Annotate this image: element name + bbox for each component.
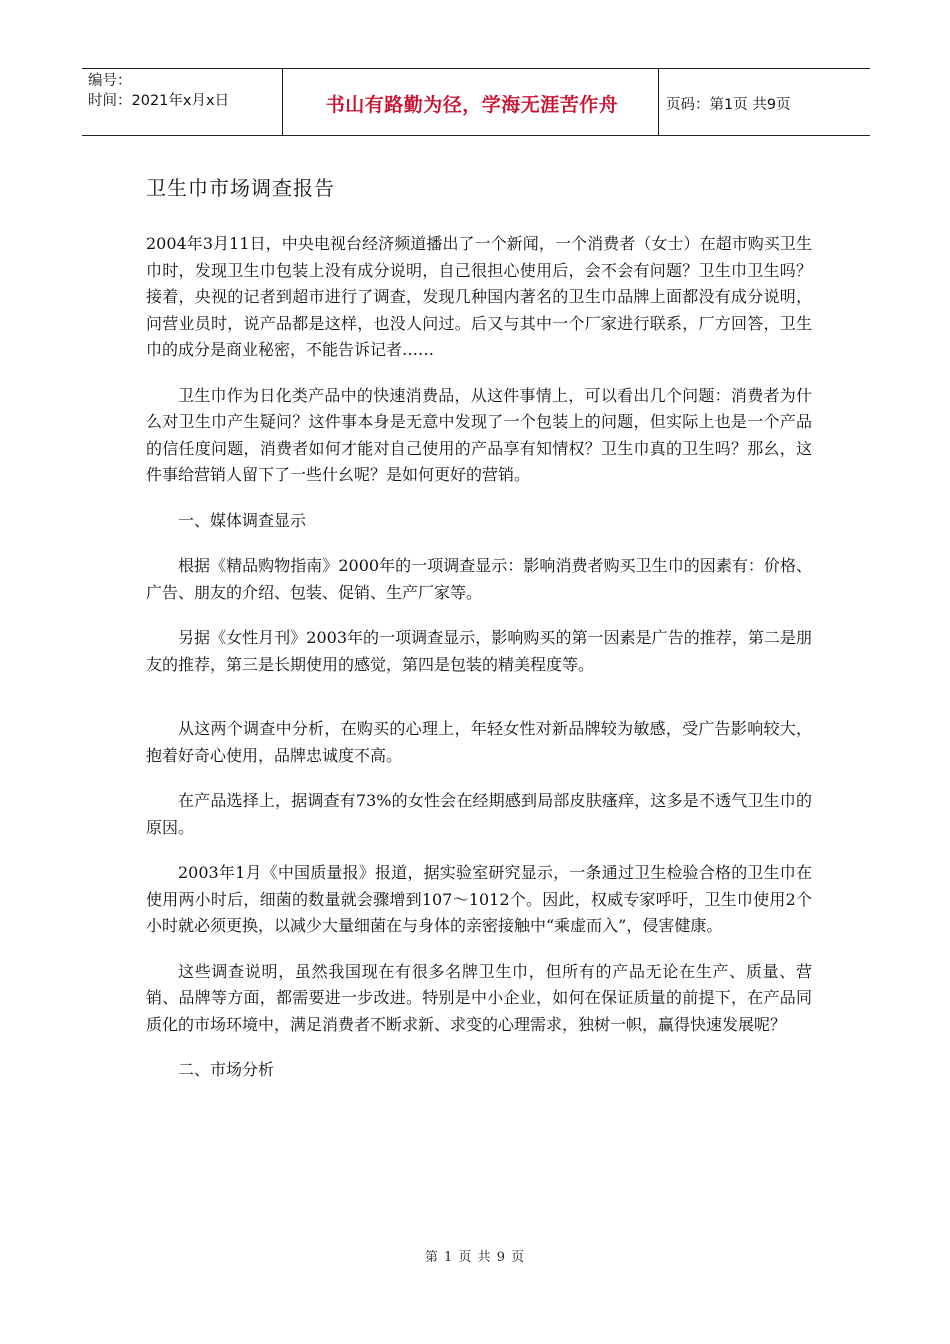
paragraph-quality-report: 2003年1月《中国质量报》报道，据实验室研究显示，一条通过卫生检验合格的卫生巾在使用两小时后，细菌的数量就会骤增到107～1012个。因此，权威专家呼吁，卫生巾使用2个小时就必须更换，以减少大量细菌在与身体的亲密接触中“乘虚而入”，侵害健康。 [146,863,812,935]
paragraph-intro: 2004年3月11日，中央电视台经济频道播出了一个新闻，一个消费者（女士）在超市购买卫生巾时，发现卫生巾包装上没有成分说明，自己很担心使用后，会不会有问题？卫生巾卫生吗？接着，央视的记者到超市进行了调查，发现几种国内著名的卫生巾品牌上面都没有成分说明，问营业员时，说产品都是这样，也没人问过。后又与其中一个厂家进行联系，厂方回答，卫生巾的成分是商业秘密，不能告诉记者…… [146,234,812,359]
paragraph-product-choice: 在产品选择上，据调查有73%的女性会在经期感到局部皮肤瘙痒，这多是不透气卫生巾的原因。 [146,791,812,837]
paragraph-conclusion: 这些调查说明，虽然我国现在有很多名牌卫生巾，但所有的产品无论在生产、质量、营销、品牌等方面，都需要进一步改进。特别是中小企业，如何在保证质量的前提下，在产品同质化的市场环境中，满足消费者不断求新、求变的心理需求，独树一帜，赢得快速发展呢？ [146,961,812,1034]
paragraph-problem: 卫生巾作为日化类产品中的快速消费品，从这件事情上，可以看出几个问题：消费者为什么对卫生巾产生疑问？这件事本身是无意中发现了一个包装上的问题，但实际上也是一个产品的信任度问题，消费者如何才能对自己使用的产品享有知情权？卫生巾真的卫生吗？那幺，这件事给营销人留下了一些什幺呢？是如何更好的营销。 [146,385,812,484]
document-date-label: 时间：2021年x月x日 [88,93,230,109]
document-body [146,231,812,1103]
header-page-info: 页码：第1页 共9页 [666,96,791,113]
header-motto: 书山有路勤为径，学海无涯苦作舟 [325,93,619,116]
document-number-label: 编号： [88,73,132,89]
page-footer: 第 1 页 共 9 页 [424,1250,526,1265]
header-meta [88,71,229,111]
paragraph-survey-2003: 另据《女性月刊》2003年的一项调查显示，影响购买的第一因素是广告的推荐，第二是朋友的推荐，第三是长期使用的感觉，第四是包装的精美程度等。 [146,628,812,674]
page-header [82,68,870,136]
section-heading-market-analysis: 二、市场分析 [178,1060,275,1079]
paragraph-analysis: 从这两个调查中分析，在购买的心理上，年轻女性对新品牌较为敏感，受广告影响较大，抱着好奇心使用，品牌忠诚度不高。 [146,719,812,765]
document-title: 卫生巾市场调查报告 [146,176,335,200]
paragraph-survey-2000: 根据《精品购物指南》2000年的一项调查显示：影响消费者购买卫生巾的因素有：价格、广告、朋友的介绍、包装、促销、生产厂家等。 [146,556,812,602]
section-heading-media-survey: 一、媒体调查显示 [178,510,307,530]
header-divider-right [658,69,659,135]
